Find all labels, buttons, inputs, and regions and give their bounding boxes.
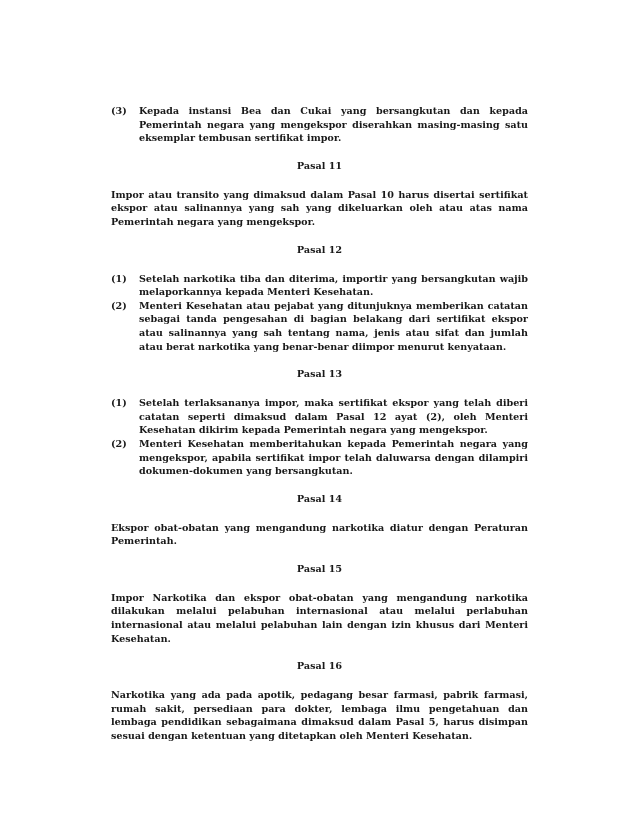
clause-item <box>111 105 528 146</box>
section-heading-pasal-11: Pasal 11 <box>296 160 343 172</box>
clause-text: Setelah narkotika tiba dan diterima, importir yang bersangkutan wajib melaporkannya kepada Menteri Kesehatan. <box>139 273 528 299</box>
section-heading-pasal-16: Pasal 16 <box>296 661 343 673</box>
section-paragraph: Narkotika yang ada pada apotik, pedagang besar farmasi, pabrik farmasi, rumah sakit, persediaan para dokter, lembaga ilmu pengetahuan dan lembaga pendidikan sebagaimana dimaksud dalam Pasal 5, harus disimpan sesuai dengan ketentuan yang ditetapkan oleh Menteri Kesehatan. <box>111 690 528 743</box>
section-heading-pasal-15: Pasal 15 <box>296 563 343 575</box>
clause-item <box>111 438 528 479</box>
clause-item <box>111 397 528 438</box>
document-page <box>111 105 528 744</box>
clause-number: (3) <box>111 106 127 117</box>
section-heading-pasal-13: Pasal 13 <box>296 369 343 381</box>
section-paragraph: Ekspor obat-obatan yang mengandung narkotika diatur dengan Peraturan Pemerintah. <box>111 522 528 548</box>
clause-text: Menteri Kesehatan atau pejabat yang ditunjuknya memberikan catatan sebagai tanda pengesahan di bagian belakang dari sertifikat ekspor atau salinannya yang sah tentang nama, jenis atau sifat dan jumlah atau berat narkotika yang benar-benar diimpor menurut kenyataan. <box>139 300 528 353</box>
clause-item <box>111 300 528 354</box>
clause-number: (2) <box>111 300 127 312</box>
clause-number: (1) <box>111 398 127 410</box>
section-heading-pasal-14: Pasal 14 <box>296 493 343 505</box>
clause-item <box>111 273 528 300</box>
clause-text: Setelah terlaksananya impor, maka sertifikat ekspor yang telah diberi catatan seperti dimaksud dalam Pasal 12 ayat (2), oleh Menteri Kesehatan dikirim kepada Pemerintah negara yang mengekspor. <box>139 398 528 437</box>
clause-text: Kepada instansi Bea dan Cukai yang bersangkutan dan kepada Pemerintah negara yang mengekspor diserahkan masing-masing satu eksemplar tembusan sertifikat impor. <box>139 106 528 145</box>
clause-number: (1) <box>111 273 127 285</box>
clause-text: Menteri Kesehatan memberitahukan kepada Pemerintah negara yang mengekspor, apabila sertifikat impor telah daluwarsa dengan dilampiri dokumen-dokumen yang bersangkutan. <box>139 438 528 478</box>
clause-number: (2) <box>111 438 127 450</box>
section-heading-pasal-12: Pasal 12 <box>296 244 343 256</box>
section-paragraph: Impor atau transito yang dimaksud dalam Pasal 10 harus disertai sertifikat ekspor atau salinannya yang sah yang dikeluarkan oleh atau atas nama Pemerintah negara yang mengekspor. <box>111 189 528 228</box>
section-paragraph: Impor Narkotika dan ekspor obat-obatan yang mengandung narkotika dilakukan melalui pelabuhan internasional atau melalui perlabuhan internasional atau melalui pelabuhan lain dengan izin khusus dari Menteri Kesehatan. <box>111 592 528 645</box>
